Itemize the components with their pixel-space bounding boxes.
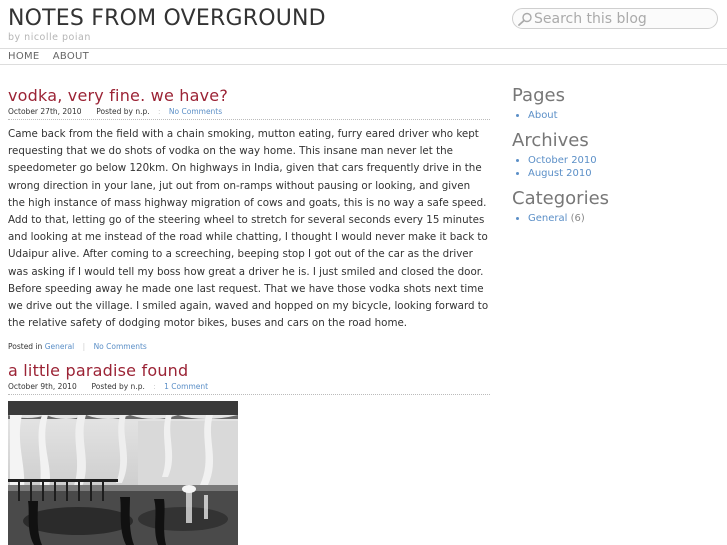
post-date: October 9th, 2010: [8, 382, 77, 391]
post-comments-link[interactable]: No Comments: [168, 107, 223, 116]
sidebar-link-about[interactable]: About: [528, 110, 558, 121]
post: [8, 361, 490, 395]
post-body: Came back from the field with a chain smoking, mutton eating, furry eared driver who kept requesting that we do shots of vodka on the way home. This insane man never let the speedometer go below 120km. On highways in India, given that cars frequently drive in the wrong direction in your lane, jut out from on-ramps without pausing or looking, and given the high instance of mass highway migration of cows and goats, this is no way a safe speed. Add to that, letting go of the steering wheel to stretch for several seconds every 15 minutes and looking at me instead of the road while chatting, I thought I would never make it back to Udaipur alive. After coming to a screeching, beeping stop I got out of the car as the driver was asking if I would tell my boss how great a driver he is. I just smiled and closed the door. Before speeding away he made one last request. That we have those vodka shots next time we drive out the village. I smiled again, waved and hopped on my bicycle, looking forward to the relative safety of dodging motor bikes, buses and cars on the road home.: [8, 128, 489, 330]
photo-illustration: [8, 401, 238, 545]
search-input[interactable]: [534, 10, 714, 27]
post-author: Posted by n.p.: [96, 107, 150, 116]
widget-title-pages: Pages: [512, 85, 565, 106]
post-footer: Posted in General | No Comments: [8, 342, 147, 352]
site-title[interactable]: NOTES FROM OVERGROUND: [8, 6, 326, 31]
nav-divider-top: [0, 48, 727, 49]
post-photo[interactable]: [8, 401, 238, 545]
archive-link-august-2010[interactable]: August 2010: [528, 168, 592, 179]
search-box[interactable]: [512, 8, 718, 29]
post-category-link[interactable]: General: [44, 342, 75, 352]
post-date: October 27th, 2010: [8, 107, 82, 116]
sidebar: [512, 86, 712, 225]
nav-divider-bottom: [0, 64, 727, 65]
category-link-general[interactable]: General: [528, 213, 568, 224]
post-title[interactable]: vodka, very fine. we have?: [8, 86, 229, 105]
category-count: (6): [570, 213, 585, 224]
widget-title-archives: Archives: [512, 130, 589, 151]
widget-title-categories: Categories: [512, 188, 610, 209]
post-meta: October 9th, 2010 Posted by n.p. : 1 Comment: [8, 382, 490, 395]
sidebar-item-about: [528, 109, 712, 122]
main-nav: [8, 51, 99, 62]
sidebar-item-general: [528, 212, 712, 225]
post-comments-link[interactable]: 1 Comment: [164, 382, 209, 391]
sidebar-item-october-2010: [528, 154, 712, 167]
site-tagline: by nicolle poian: [8, 32, 91, 43]
site-header: [8, 6, 326, 43]
post-footer-comments-link[interactable]: No Comments: [93, 342, 147, 352]
widget-pages: [512, 86, 712, 122]
posted-in-label: Posted in: [8, 342, 43, 352]
post-title[interactable]: a little paradise found: [8, 361, 189, 380]
post-meta: October 27th, 2010 Posted by n.p. : No Comments: [8, 107, 490, 120]
nav-item-about[interactable]: ABOUT: [52, 51, 90, 62]
search-icon: [517, 12, 533, 26]
widget-categories: [512, 189, 712, 225]
post: [8, 86, 490, 351]
nav-item-home[interactable]: HOME: [8, 51, 40, 62]
post-author: Posted by n.p.: [91, 382, 145, 391]
widget-archives: [512, 131, 712, 180]
sidebar-item-august-2010: [528, 167, 712, 180]
archive-link-october-2010[interactable]: October 2010: [528, 155, 597, 166]
